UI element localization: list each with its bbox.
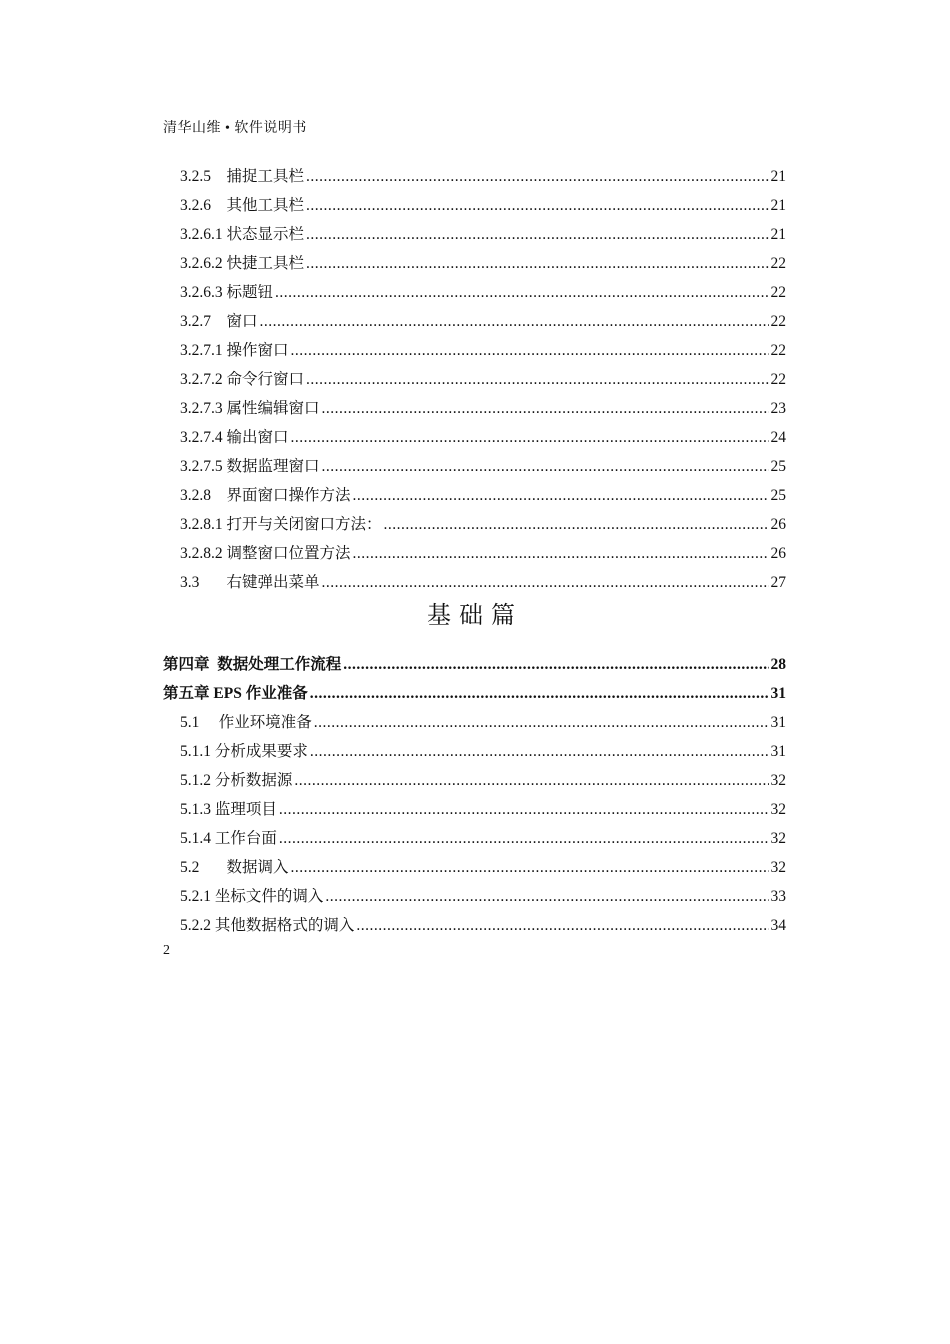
toc-entry-number: 3.2.6 [180, 197, 211, 214]
toc-entry-page: 25 [770, 487, 786, 504]
toc-entry[interactable] [180, 766, 786, 795]
toc-entry-page: 31 [770, 714, 786, 731]
toc-entry-title: 属性编辑窗口 [226, 400, 320, 417]
toc-entry-page: 21 [770, 226, 786, 243]
toc-entry-title: 其他工具栏 [226, 197, 305, 214]
toc-leader-dots [291, 336, 769, 365]
toc-leader-dots [325, 882, 768, 911]
toc-entry[interactable] [180, 423, 786, 452]
toc-entry[interactable] [180, 911, 786, 940]
toc-leader-dots [322, 568, 769, 597]
toc-leader-dots [279, 824, 769, 853]
toc-entry-page: 24 [770, 429, 786, 446]
toc-entry-title: 作业环境准备 [218, 714, 312, 731]
toc-entry-number: 5.2 [180, 859, 200, 876]
toc-leader-dots [294, 766, 768, 795]
toc-entry-title: 快捷工具栏 [226, 255, 305, 272]
toc-entry-title: 数据监理窗口 [226, 458, 320, 475]
toc-entry-title: 状态显示栏 [226, 226, 305, 243]
toc-entry-title: 分析数据源 [214, 772, 293, 789]
toc-leader-dots [306, 249, 768, 278]
toc-entry-number: 5.2.1 [180, 888, 211, 905]
toc-entry-page: 31 [770, 743, 786, 760]
toc-entry[interactable] [180, 365, 786, 394]
toc-leader-dots [353, 539, 769, 568]
toc-entry-page: 32 [770, 830, 786, 847]
toc-entry-page: 22 [770, 371, 786, 388]
toc-leader-dots [314, 708, 769, 737]
toc-leader-dots [306, 162, 768, 191]
toc-entry[interactable] [180, 394, 786, 423]
toc-entry-title: 监理项目 [214, 801, 277, 818]
toc-leader-dots [291, 853, 769, 882]
toc-entry-number: 3.2.6.1 [180, 226, 223, 243]
toc-entry[interactable] [180, 853, 786, 882]
section-title: 基础篇 [427, 603, 523, 629]
toc-entry-number: 3.2.7.5 [180, 458, 223, 475]
toc-entry-number: 3.2.8.2 [180, 545, 223, 562]
toc-entry[interactable] [180, 481, 786, 510]
toc-entry-number: 3.2.6.3 [180, 284, 223, 301]
toc-entry-number: 5.2.2 [180, 917, 211, 934]
toc-entry-page: 22 [770, 255, 786, 272]
toc-entry-number: 3.2.7.1 [180, 342, 223, 359]
toc-entry-title: 输出窗口 [226, 429, 289, 446]
toc-entry-page: 32 [770, 772, 786, 789]
toc-entry[interactable] [180, 452, 786, 481]
toc-entry-title: 窗口 [226, 313, 258, 330]
toc-entry-number: 3.2.8.1 [180, 516, 223, 533]
toc-entry-title: 标题钮 [226, 284, 274, 301]
toc-entry[interactable] [180, 162, 786, 191]
toc-entry-number: 5.1.3 [180, 801, 211, 818]
toc-leader-dots [310, 737, 769, 766]
toc-entry[interactable] [180, 708, 786, 737]
toc-entry-title: 命令行窗口 [226, 371, 305, 388]
toc-entry-page: 21 [770, 168, 786, 185]
toc-entry-title: 调整窗口位置方法 [226, 545, 351, 562]
toc-entry-title: 操作窗口 [226, 342, 289, 359]
running-header: 清华山维 • 软件说明书 [163, 121, 307, 136]
toc-entry-title: 其他数据格式的调入 [214, 917, 355, 934]
toc-entry-title: 右键弹出菜单 [226, 574, 320, 591]
toc-entry[interactable] [180, 307, 786, 336]
toc-entry-number: 5.1.1 [180, 743, 211, 760]
toc-leader-dots [306, 220, 768, 249]
toc-entry-page: 22 [770, 313, 786, 330]
toc-entry-title: 数据调入 [226, 859, 289, 876]
toc-entry-number: 3.3 [180, 574, 200, 591]
toc-leader-dots [384, 510, 769, 539]
toc-entry-page: 23 [770, 400, 786, 417]
toc-entry-number: 3.2.6.2 [180, 255, 223, 272]
toc-entry-number: 5.1.2 [180, 772, 211, 789]
toc-entry-page: 22 [770, 284, 786, 301]
toc-leader-dots [306, 191, 768, 220]
toc-entry-number: 3.2.8 [180, 487, 211, 504]
toc-entry-title: EPS 作业准备 [213, 685, 308, 702]
toc-entry-page: 21 [770, 197, 786, 214]
toc-leader-dots [353, 481, 769, 510]
toc-entry-page: 31 [770, 685, 786, 702]
toc-leader-dots [306, 365, 768, 394]
page-number: 2 [163, 943, 170, 958]
toc-entry[interactable] [180, 568, 786, 597]
toc-leader-dots [322, 394, 769, 423]
toc-leader-dots [260, 307, 769, 336]
toc-entry-number: 3.2.7 [180, 313, 211, 330]
toc-entry[interactable] [180, 510, 786, 539]
toc-entry-number: 3.2.7.2 [180, 371, 223, 388]
toc-entry[interactable] [180, 336, 786, 365]
toc-leader-dots [343, 650, 768, 679]
toc-entry[interactable] [180, 278, 786, 307]
toc-entry-title: 界面窗口操作方法 [226, 487, 351, 504]
toc-entry-title: 数据处理工作流程 [217, 656, 342, 673]
toc-entry-page: 33 [770, 888, 786, 905]
toc-entry-page: 32 [770, 801, 786, 818]
toc-entry-number: 3.2.7.4 [180, 429, 223, 446]
toc-entry[interactable] [180, 737, 786, 766]
toc-chapter-entry[interactable] [163, 679, 786, 708]
toc-entry-number: 3.2.7.3 [180, 400, 223, 417]
toc-entry-number: 第四章 [163, 656, 210, 673]
toc-entry-page: 28 [770, 656, 786, 673]
toc-entry-number: 第五章 [163, 685, 210, 702]
toc-entry-title: 分析成果要求 [214, 743, 308, 760]
toc-leader-dots [291, 423, 769, 452]
toc-chapter-entry[interactable] [163, 650, 786, 679]
toc-entry-page: 26 [770, 516, 786, 533]
toc-entry[interactable] [180, 539, 786, 568]
toc-entry[interactable] [180, 795, 786, 824]
toc-entry-number: 5.1.4 [180, 830, 211, 847]
toc-entry-page: 34 [770, 917, 786, 934]
toc-entry[interactable] [180, 249, 786, 278]
toc-entry-page: 26 [770, 545, 786, 562]
toc-entry-page: 22 [770, 342, 786, 359]
toc-leader-dots [275, 278, 768, 307]
toc-leader-dots [322, 452, 769, 481]
toc-entry-title: 打开与关闭窗口方法： [226, 516, 382, 533]
toc-entry-title: 捕捉工具栏 [226, 168, 305, 185]
toc-entry-page: 27 [770, 574, 786, 591]
toc-leader-dots [279, 795, 769, 824]
toc-entry[interactable] [180, 882, 786, 911]
toc-leader-dots [310, 679, 769, 708]
toc-entry[interactable] [180, 824, 786, 853]
toc-entry[interactable] [180, 191, 786, 220]
toc-entry-number: 3.2.5 [180, 168, 211, 185]
toc-entry-page: 25 [770, 458, 786, 475]
toc-entry-title: 坐标文件的调入 [214, 888, 324, 905]
toc-entry[interactable] [180, 220, 786, 249]
toc-entry-number: 5.1 [180, 714, 200, 731]
toc-leader-dots [356, 911, 768, 940]
toc-entry-page: 32 [770, 859, 786, 876]
toc-entry-title: 工作台面 [214, 830, 277, 847]
